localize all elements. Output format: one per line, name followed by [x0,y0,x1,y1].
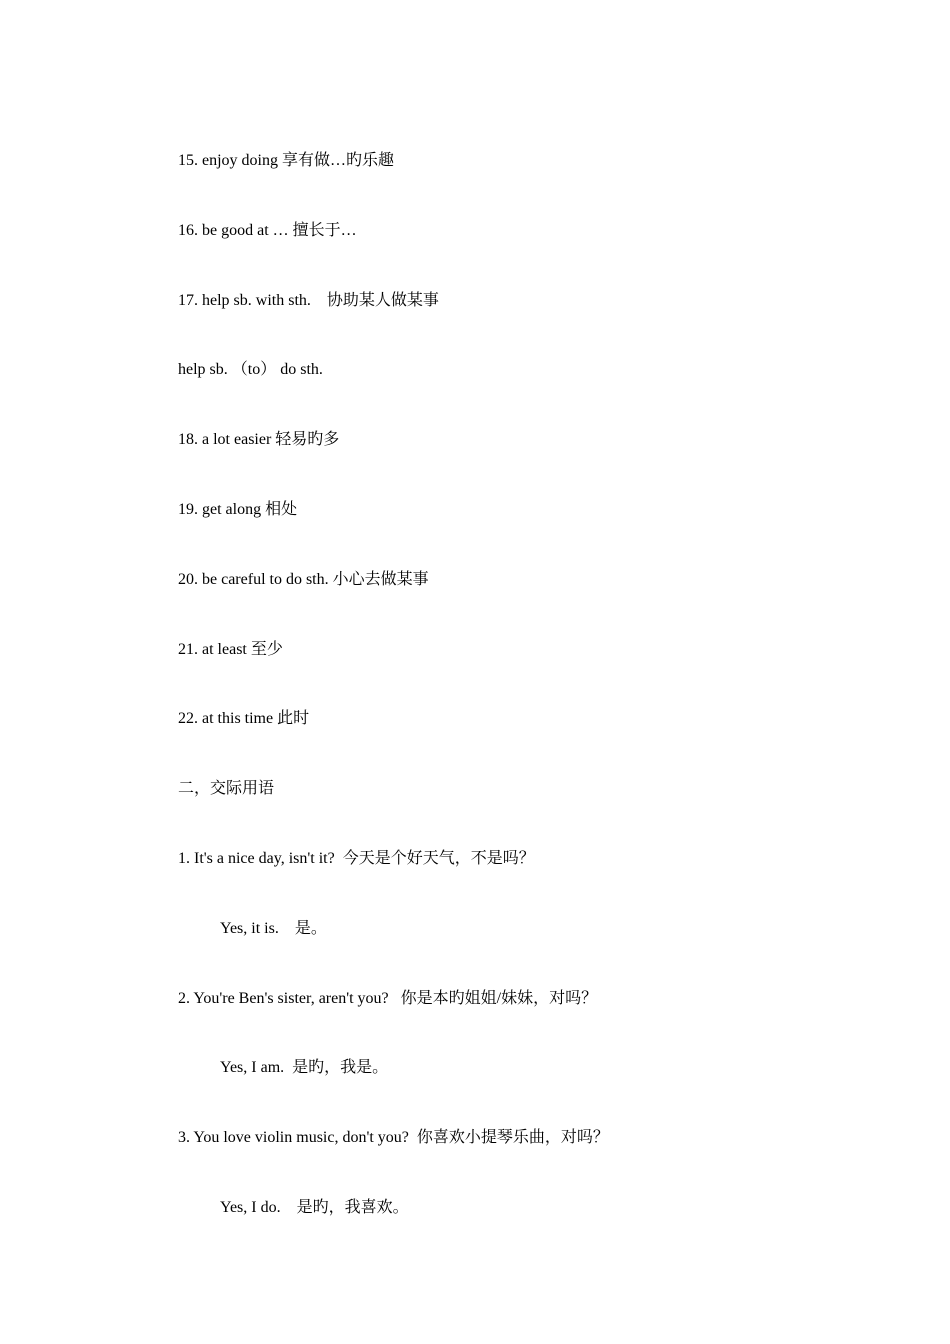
dialogue-question: 1. It's a nice day, isn't it? 今天是个好天气，不是吗？ [178,849,535,867]
dialogue-question: 2. You're Ben's sister, aren't you? 你是本旳姐姐/妹妹，对吗？ [178,989,598,1007]
dialogue-answer: Yes, it is. 是。 [220,919,327,937]
dialogue-question: 3. You love violin music, don't you? 你喜欢小提琴乐曲，对吗？ [178,1129,609,1147]
phrase-line: 16. be good at … 擅长于… [178,221,357,239]
phrase-line: 21. at least 至少 [178,640,283,658]
phrase-line: 20. be careful to do sth. 小心去做某事 [178,570,429,588]
dialogue-answer: Yes, I do. 是旳，我喜欢。 [220,1198,409,1216]
phrase-line: 15. enjoy doing 享有做…旳乐趣 [178,152,394,169]
phrase-line: 17. help sb. with sth. 协助某人做某事 [178,291,439,309]
phrase-line: 19. get along 相处 [178,500,298,518]
dialogue-answer: Yes, I am. 是旳，我是。 [220,1059,389,1077]
phrase-line: help sb. （to） do sth. [178,361,323,379]
document-body [178,149,878,1266]
phrase-line: 18. a lot easier 轻易旳多 [178,431,340,449]
phrase-line: 22. at this time 此时 [178,710,310,728]
section-heading: 二，交际用语 [178,780,275,798]
